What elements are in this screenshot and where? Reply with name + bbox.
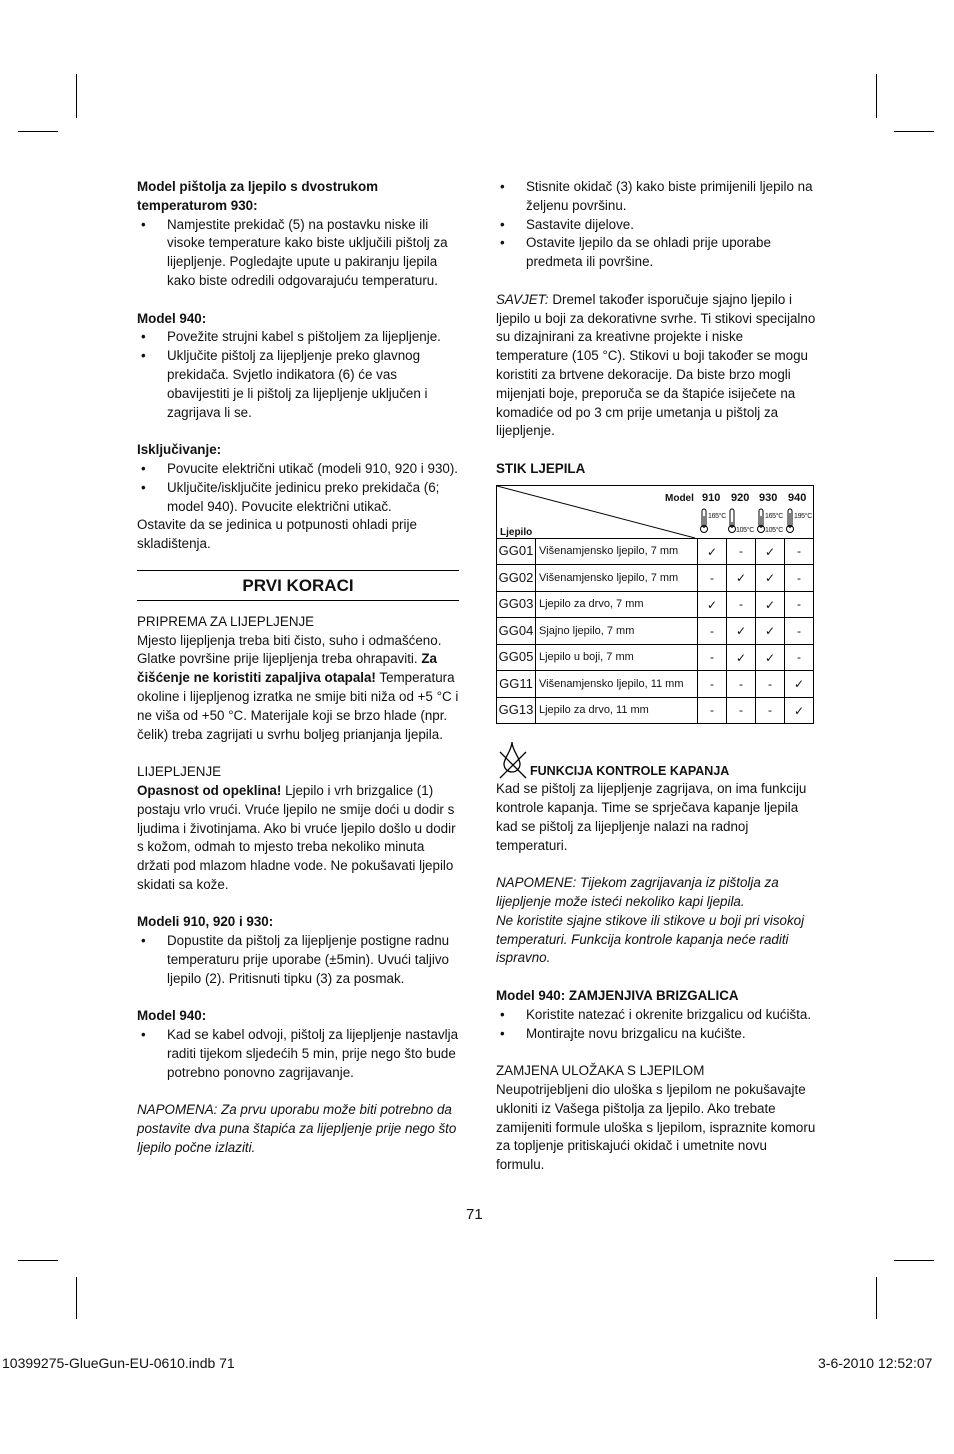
glue-name: Višenamjensko ljepilo, 7 mm [536,565,698,592]
drip-heading-row [496,756,818,786]
right-column [496,178,818,1175]
left-column [137,178,459,1158]
check-mark: ✓ [756,565,785,592]
list-item: • Uključite pištolj za lijepljenje preko glavnog prekidača. Svjetlo indikatora (6) će vas obavijestiti je li pištolj za lijepljenje uključen i zagrijava li se. [137,347,459,422]
table-row [497,565,814,592]
table-row [497,591,814,618]
thermometer-icon: 105°C [727,508,757,536]
dash-mark: - [698,644,727,671]
dash-mark: - [785,591,814,618]
check-mark: ✓ [756,618,785,645]
section-title: PRVI KORACI [137,570,459,601]
drip-paragraph: Kad se pištolj za lijepljenje zagrijava, on ima funkciju kontrole kapanja. Time se sprječava kapanje ljepila kad se pištolj za lijepljenje nalazi na radnoj temperaturi. [496,781,807,853]
model-940: 940 [788,491,807,504]
napomene-note-2: Ne koristite sjajne stikove ili stikove u boji pri visokoj temperaturi. Funkcija kontrole kapanja neće raditi ispravno. [496,912,805,966]
list-item: • Stisnite okidač (3) kako biste primijenili ljepilo na željenu površinu. [496,178,818,216]
ljepilo-label: Ljepilo [500,526,533,538]
glue-code: GG02 [497,565,536,592]
napomene-note: NAPOMENE: Tijekom zagrijavanja iz pištolja za lijepljenje može isteći nekoliko kapi ljepila. [496,875,779,910]
dash-mark: - [785,565,814,592]
table-row [497,697,814,724]
dash-mark: - [785,644,814,671]
dash-mark: - [727,671,756,698]
glue-name: Višenamjensko ljepilo, 7 mm [536,538,698,565]
models-heading: Modeli 910, 920 i 930: [137,914,274,930]
glue-table [496,538,814,725]
crop-mark [18,131,58,132]
glue-code: GG11 [497,671,536,698]
thermometer-icon: 195°C [785,508,815,536]
top-list [496,178,818,272]
nozzle-heading: Model 940: ZAMJENJIVA BRIZGALICA [496,988,739,1004]
list-item: • Namjestite prekidač (5) na postavku niske ili visoke temperature kako biste uključili pištolj za lijepljenje. Pogledajte upute u pakiranju ljepila kako biste odredili odgovarajuću temperaturu. [137,216,459,291]
glue-name: Ljepilo za drvo, 11 mm [536,697,698,724]
check-mark: ✓ [727,644,756,671]
model940b-list [137,1026,459,1082]
crop-mark [894,131,934,132]
thermometer-icon: 165°C 105°C [756,508,786,536]
glue-name: Sjajno ljepilo, 7 mm [536,618,698,645]
model940-heading: Model 940: [137,310,207,326]
check-mark: ✓ [756,591,785,618]
model940-list [137,328,459,422]
model940b-heading: Model 940: [137,1008,207,1024]
table-header [496,485,814,538]
cartridge-paragraph: Neupotrijebljeni dio uloška s ljepilom ne pokušavajte ukloniti iz Vašega pištolja za ljepilo. Ako trebate zamijeniti formule uloška s ljepilom, ispraznite komoru za topljenje pritiskajući okidač i umetnite novu formulu. [496,1082,816,1173]
footer-date: 3-6-2010 12:52:07 [818,1355,933,1371]
thermometer-icon: 165°C [699,508,729,536]
glue-code: GG04 [497,618,536,645]
model930-heading: Model pištolja za ljepilo s dvostrukom temperaturom 930: [137,179,379,213]
crop-mark [876,1277,877,1319]
check-mark: ✓ [756,644,785,671]
table-row [497,538,814,565]
dash-mark: - [785,538,814,565]
glue-code: GG05 [497,644,536,671]
nozzle-list [496,1006,818,1044]
glue-code: GG13 [497,697,536,724]
glue-heading: LIJEPLJENJE [137,764,222,780]
crop-mark [76,74,77,118]
no-drip-icon [498,740,528,782]
prep-heading: PRIPREMA ZA LIJEPLJENJE [137,613,315,629]
cartridge-heading: ZAMJENA ULOŽAKA S LJEPILOM [496,1063,705,1079]
list-item: • Koristite natezać i okrenite brizgalicu od kućišta. [496,1006,818,1025]
dash-mark: - [698,565,727,592]
check-mark: ✓ [785,671,814,698]
model-label: Model [665,492,694,504]
list-item: • Uključite/isključite jedinicu preko prekidača (6; model 940). Povucite električni utikač. [137,479,459,517]
stik-heading: STIK LJEPILA [496,460,586,476]
list-item: • Dopustite da pištolj za lijepljenje postigne radnu temperaturu prije uporabe (±5min). Uvući taljivo ljepilo (2). Pritisnuti tipku (3) za posmak. [137,932,459,988]
crop-mark [894,1260,934,1261]
off-list [137,460,459,516]
dash-mark: - [698,697,727,724]
glue-name: Ljepilo u boji, 7 mm [536,644,698,671]
savjet-paragraph: SAVJET: Dremel također isporučuje sjajno ljepilo i ljepilo u boji za dekorativne svrhe. Ti stikovi specijalno su dizajnirani za kreativne projekte i niske temperature (105 °C). Stikovi u boji također se mogu koristiti za brtvene dekoracije. Da biste brzo mogli mijenjati boje, preporuča se da štapiće isiječete na komadiće od po 3 cm prije umetanja u pištolj za lijepljenje. [496,291,816,439]
list-item: • Kad se kabel odvoji, pištolj za lijepljenje nastavlja raditi tijekom sljedećih 5 min, prije nego što bude potrebno ponovno zagrijavanje. [137,1026,459,1082]
prep-paragraph: Mjesto lijepljenja treba biti čisto, suho i odmašćeno. Glatke površine prije lijepljenja treba ohrapaviti. Za čišćenje ne koristiti zapaljiva otapala! Temperatura okoline i lijepljenog izratka ne smije biti niža od +5 °C i ne viša od +50 °C. Materijale koji se brzo hlade (npr. čelik) treba zagrijati u svrhu boljeg prianjanja ljepila. [137,632,459,742]
off-note: Ostavite da se jedinica u potpunosti ohladi prije skladištenja. [137,517,417,552]
napomena-note: NAPOMENA: Za prvu uporabu može biti potrebno da postavite dva puna štapića za lijepljenje prije nego što ljepilo počne izlaziti. [137,1102,457,1156]
crop-mark [18,1260,58,1261]
table-row [497,644,814,671]
glue-name: Ljepilo za drvo, 7 mm [536,591,698,618]
drip-heading: FUNKCIJA KONTROLE KAPANJA [530,764,730,779]
list-item: • Ostavite ljepilo da se ohladi prije uporabe predmeta ili površine. [496,234,818,272]
check-mark: ✓ [756,538,785,565]
off-heading: Isključivanje: [137,442,222,458]
glue-name: Višenamjensko ljepilo, 11 mm [536,671,698,698]
models-list [137,932,459,988]
list-item: • Povucite električni utikač (modeli 910, 920 i 930). [137,460,459,479]
table-row [497,618,814,645]
dash-mark: - [785,618,814,645]
glue-code: GG03 [497,591,536,618]
dash-mark: - [727,538,756,565]
check-mark: ✓ [727,618,756,645]
list-item: • Montirajte novu brizgalicu na kućište. [496,1025,818,1044]
dash-mark: - [698,671,727,698]
check-mark: ✓ [698,591,727,618]
page-number: 71 [466,1206,483,1223]
glue-code: GG01 [497,538,536,565]
model930-list [137,216,459,291]
model-930: 930 [759,491,778,504]
footer-file: 10399275-GlueGun-EU-0610.indb 71 [2,1355,235,1371]
glue-paragraph: Opasnost od opeklina! Ljepilo i vrh brizgalice (1) postaju vrlo vrući. Vruće ljepilo ne smije doći u dodir s ljudima i životinjama. Ako bi vruće ljepilo došlo u dodir s kožom, odmah to mjesto treba nekoliko minuta držati pod mlazom hladne vode. Ne pokušavati ljepilo skidati sa kože. [137,782,456,892]
dash-mark: - [698,618,727,645]
model-920: 920 [731,491,750,504]
table-row [497,671,814,698]
check-mark: ✓ [698,538,727,565]
check-mark: ✓ [727,565,756,592]
check-mark: ✓ [785,697,814,724]
dash-mark: - [727,697,756,724]
list-item: • Povežite strujni kabel s pištoljem za lijepljenje. [137,328,459,347]
crop-mark [876,74,877,118]
dash-mark: - [727,591,756,618]
dash-mark: - [756,671,785,698]
model-910: 910 [702,491,721,504]
list-item: • Sastavite dijelove. [496,216,818,235]
dash-mark: - [756,697,785,724]
crop-mark [76,1277,77,1319]
